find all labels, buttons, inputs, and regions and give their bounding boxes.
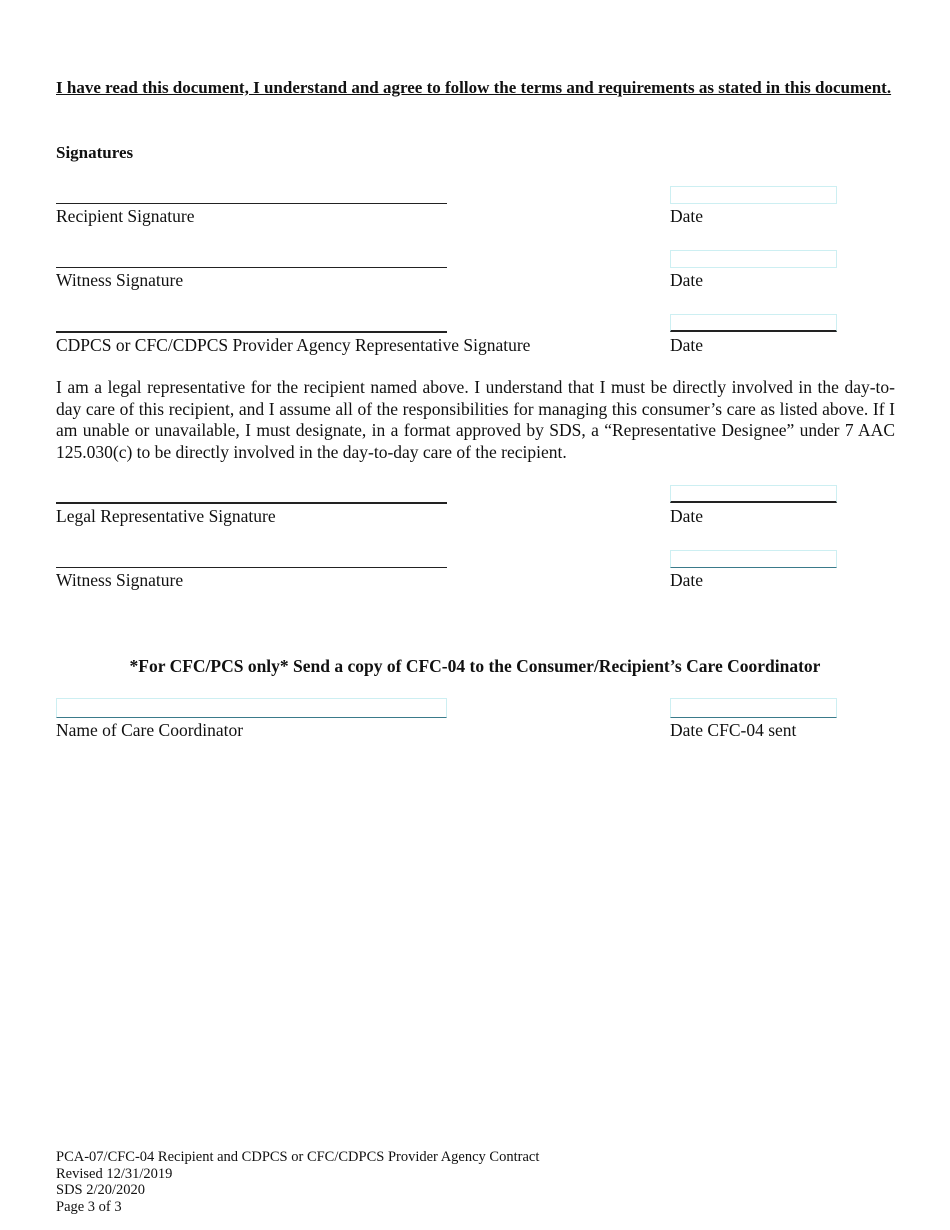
recipient-date-label: Date bbox=[670, 206, 704, 226]
page-footer bbox=[56, 1149, 539, 1215]
legal-rep-date-field[interactable] bbox=[670, 485, 837, 503]
witness-2-date-label: Date bbox=[670, 570, 704, 590]
witness-signature-line[interactable] bbox=[56, 267, 447, 268]
witness-2-signature-line[interactable] bbox=[56, 567, 447, 568]
agreement-statement: I have read this document, I understand and agree to follow the terms and requirements as stated in this document. bbox=[56, 78, 892, 97]
recipient-signature-label: Recipient Signature bbox=[56, 206, 195, 226]
footer-page-number: Page 3 of 3 bbox=[56, 1198, 122, 1215]
agency-rep-signature-label: CDPCS or CFC/CDPCS Provider Agency Representative Signature bbox=[56, 335, 531, 355]
agency-rep-date-field[interactable] bbox=[670, 314, 837, 332]
footer-form-title: PCA-07/CFC-04 Recipient and CDPCS or CFC/CDPCS Provider Agency Contract bbox=[56, 1149, 540, 1165]
witness-date-label: Date bbox=[670, 270, 704, 290]
cfc-pcs-note: *For CFC/PCS only* Send a copy of CFC-04 to the Consumer/Recipient’s Care Coordinator bbox=[129, 656, 821, 676]
footer-sds-date: SDS 2/20/2020 bbox=[56, 1182, 146, 1198]
agency-rep-signature-line[interactable] bbox=[56, 331, 447, 333]
witness-2-date-field[interactable] bbox=[670, 550, 837, 568]
legal-rep-date-label: Date bbox=[670, 506, 704, 526]
cfc04-sent-date-field[interactable] bbox=[670, 698, 837, 718]
agency-rep-date-label: Date bbox=[670, 335, 704, 355]
signatures-heading: Signatures bbox=[56, 143, 134, 162]
recipient-date-field[interactable] bbox=[670, 186, 837, 204]
legal-rep-signature-label: Legal Representative Signature bbox=[56, 506, 276, 526]
care-coordinator-name-field[interactable] bbox=[56, 698, 447, 718]
witness-2-signature-label: Witness Signature bbox=[56, 570, 184, 590]
legal-representative-paragraph: I am a legal representative for the recipient named above. I understand that I must be directly involved in the day-to-day care of this recipient, and I assume all of the responsibilities for managing this consumer’s care as listed above. If I am unable or unavailable, I must designate, in a format approved by SDS, a “Representative Designee” under 7 AAC 125.030(c) to be directly involved in the day-to-day care of the recipient. bbox=[56, 377, 895, 462]
witness-date-field[interactable] bbox=[670, 250, 837, 268]
legal-rep-signature-line[interactable] bbox=[56, 502, 447, 504]
cfc04-sent-date-label: Date CFC-04 sent bbox=[670, 720, 797, 740]
care-coordinator-name-label: Name of Care Coordinator bbox=[56, 720, 244, 740]
witness-signature-label: Witness Signature bbox=[56, 270, 184, 290]
footer-revised: Revised 12/31/2019 bbox=[56, 1165, 173, 1182]
recipient-signature-line[interactable] bbox=[56, 203, 447, 204]
